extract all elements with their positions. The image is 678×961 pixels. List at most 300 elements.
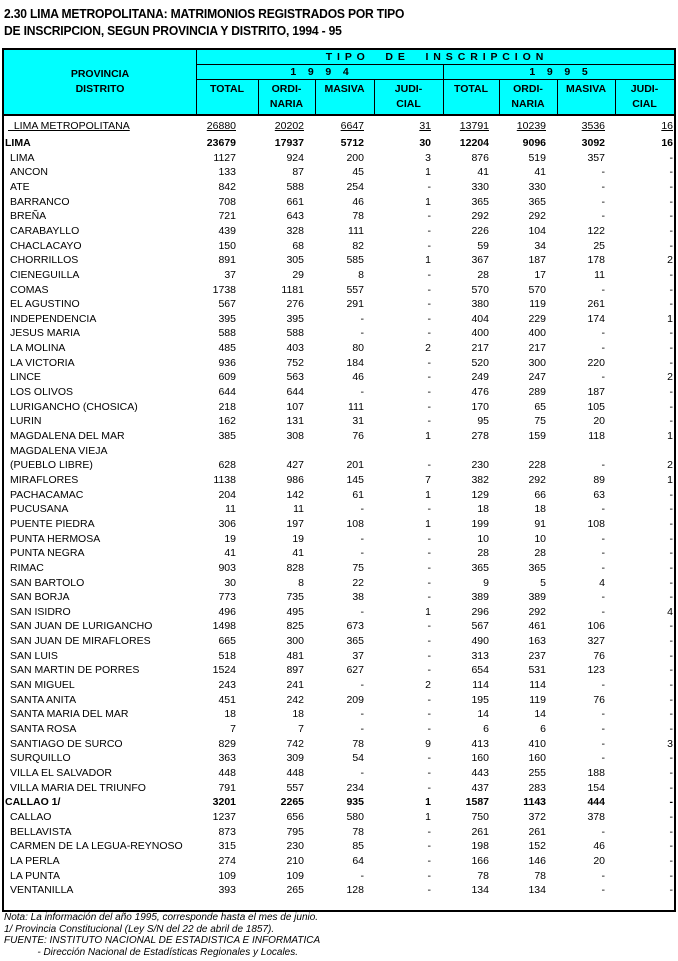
cell-value: 1	[425, 605, 431, 618]
cell-value: 78	[534, 869, 546, 882]
cell-value: 876	[471, 151, 489, 164]
district-name: VILLA EL SALVADOR	[10, 766, 112, 779]
cell-value: -	[360, 708, 364, 721]
cell-value: 367	[471, 254, 489, 267]
cell-value: 1498	[212, 620, 236, 633]
table-row	[4, 737, 674, 752]
table-row	[4, 634, 674, 649]
table-row	[4, 502, 674, 517]
cell-value: 13791	[459, 120, 489, 132]
cell-value: 129	[471, 488, 489, 501]
cell-value: 230	[286, 840, 304, 853]
cell-value: 518	[218, 649, 236, 662]
cell-value: 897	[286, 664, 304, 677]
cell-value: 76	[352, 430, 364, 442]
cell-value: 644	[286, 386, 304, 399]
cell-value: -	[427, 825, 431, 838]
column-divider	[315, 79, 316, 114]
cell-value: 119	[529, 298, 546, 311]
cell-value: 6647	[340, 120, 364, 132]
cell-value: 300	[286, 635, 304, 648]
note-2: 1/ Provincia Constitucional (Ley S/N del 22 de abril de 1857).	[4, 923, 275, 935]
cell-value: 200	[346, 151, 364, 164]
cell-value: -	[360, 869, 364, 882]
cell-value: 34	[534, 239, 546, 252]
cell-value: 163	[528, 635, 546, 648]
cell-value: 9	[483, 576, 489, 589]
table-row	[4, 400, 674, 415]
cell-value: 935	[346, 796, 364, 809]
cell-value: 154	[587, 781, 605, 794]
header-year-1994: 1 9 9 4	[290, 66, 349, 78]
cell-value: 18	[477, 503, 489, 516]
cell-value: -	[427, 781, 431, 794]
cell-value: 8	[298, 576, 304, 589]
cell-value: 4	[599, 576, 605, 589]
district-name: (PUEBLO LIBRE)	[10, 459, 93, 472]
table-row	[4, 151, 674, 166]
cell-value: 570	[528, 283, 546, 296]
cell-value: 68	[292, 239, 304, 252]
district-name: LURIN	[10, 415, 42, 428]
table-row	[4, 414, 674, 429]
cell-value: 29	[292, 268, 304, 281]
cell-value: 292	[528, 473, 546, 486]
cell-value: 563	[286, 371, 304, 384]
cell-value: 385	[218, 430, 236, 442]
cell-value: 10	[477, 532, 489, 545]
cell-value: -	[601, 210, 605, 223]
cell-value: 265	[286, 884, 304, 897]
cell-value: 159	[528, 430, 546, 442]
cell-value: -	[427, 268, 431, 281]
cell-value: 828	[286, 561, 304, 574]
cell-value: -	[669, 840, 673, 853]
cell-value: 4	[667, 605, 673, 618]
table-row	[4, 341, 674, 356]
cell-value: 490	[471, 635, 489, 648]
cell-value: -	[669, 327, 673, 340]
cell-value: 142	[286, 488, 304, 501]
district-name: PUNTA HERMOSA	[10, 532, 101, 545]
cell-value: 437	[471, 781, 489, 794]
cell-value: 644	[218, 386, 236, 399]
cell-value: 46	[593, 840, 605, 853]
cell-value: 237	[528, 649, 546, 662]
cell-value: 217	[471, 342, 489, 355]
cell-value: 261	[587, 298, 605, 311]
cell-value: 187	[587, 386, 605, 399]
column-divider	[374, 79, 375, 114]
cell-value: -	[669, 517, 673, 530]
table-row	[4, 297, 674, 312]
cell-value: 76	[593, 693, 605, 706]
cell-value: 199	[471, 517, 489, 530]
cell-value: 380	[471, 298, 489, 311]
cell-value: 166	[471, 854, 489, 867]
cell-value: 327	[587, 635, 605, 648]
cell-value: -	[427, 591, 431, 604]
district-name: PUENTE PIEDRA	[10, 517, 95, 530]
cell-value: -	[669, 664, 673, 677]
cell-value: 11	[293, 503, 304, 516]
table-row	[4, 312, 674, 327]
cell-value: -	[601, 884, 605, 897]
district-name: CALLAO	[10, 810, 52, 823]
table-row	[4, 224, 674, 239]
district-name: SAN JUAN DE MIRAFLORES	[10, 635, 151, 648]
cell-value: 78	[352, 737, 364, 750]
table-row	[4, 869, 674, 884]
district-name: LIMA	[5, 137, 31, 149]
cell-value: 23679	[206, 137, 236, 149]
cell-value: 19	[292, 532, 304, 545]
cell-value: 313	[471, 649, 489, 662]
table-row	[4, 810, 674, 825]
cell-value: 45	[352, 166, 364, 179]
column-divider	[615, 79, 616, 114]
cell-value: 104	[528, 224, 546, 237]
cell-value: 1	[667, 430, 673, 442]
cell-value: -	[360, 723, 364, 735]
cell-value: -	[669, 166, 673, 179]
cell-value: 188	[587, 766, 605, 779]
cell-value: 1587	[465, 796, 489, 809]
cell-value: 306	[218, 517, 236, 530]
table-row	[4, 693, 674, 708]
cell-value: 75	[534, 415, 546, 428]
cell-value: 41	[534, 166, 546, 179]
district-name: SAN BARTOLO	[10, 576, 85, 589]
cell-value: 119	[529, 693, 546, 706]
district-name: SANTIAGO DE SURCO	[10, 737, 123, 750]
cell-value: 217	[528, 342, 546, 355]
cell-value: 22	[352, 576, 364, 589]
cell-value: -	[669, 561, 673, 574]
cell-value: -	[360, 766, 364, 779]
cell-value: 64	[352, 854, 364, 867]
cell-value: 128	[346, 884, 364, 897]
column-header: MASIVA	[324, 83, 365, 95]
cell-value: -	[601, 459, 605, 472]
cell-value: -	[360, 327, 364, 340]
cell-value: -	[427, 854, 431, 867]
table-row	[4, 517, 674, 532]
cell-value: 91	[534, 517, 546, 530]
table-header	[4, 50, 674, 116]
cell-value: 3092	[581, 137, 605, 149]
cell-value: 557	[346, 283, 364, 296]
cell-value: -	[669, 649, 673, 662]
cell-value: -	[427, 327, 431, 340]
cell-value: 2	[667, 254, 673, 267]
cell-value: -	[427, 884, 431, 897]
cell-value: 382	[471, 473, 489, 486]
cell-value: 3201	[212, 796, 236, 809]
cell-value: 230	[471, 459, 489, 472]
cell-value: 146	[528, 854, 546, 867]
cell-value: -	[669, 400, 673, 413]
cell-value: 903	[218, 561, 236, 574]
column-divider	[258, 79, 259, 114]
cell-value: -	[427, 503, 431, 516]
cell-value: 661	[286, 195, 304, 208]
cell-value: 1	[667, 312, 673, 325]
cell-value: 19	[224, 532, 236, 545]
cell-value: 567	[218, 298, 236, 311]
cell-value: 16	[661, 137, 673, 149]
cell-value: 570	[471, 283, 489, 296]
cell-value: -	[669, 693, 673, 706]
table-row	[4, 854, 674, 869]
cell-value: 249	[471, 371, 489, 384]
cell-value: 41	[224, 547, 236, 560]
cell-value: -	[669, 766, 673, 779]
column-header: ORDI-	[513, 83, 543, 95]
table-row	[4, 751, 674, 766]
table-row	[4, 356, 674, 371]
cell-value: 829	[218, 737, 236, 750]
cell-value: 1	[425, 796, 431, 809]
cell-value: 75	[352, 561, 364, 574]
cell-value: 873	[218, 825, 236, 838]
cell-value: 365	[528, 195, 546, 208]
cell-value: 389	[528, 591, 546, 604]
cell-value: -	[427, 752, 431, 765]
cell-value: 588	[218, 327, 236, 340]
cell-value: 330	[528, 180, 546, 193]
cell-value: 114	[529, 679, 546, 692]
column-header: ORDI-	[271, 83, 302, 95]
cell-value: -	[669, 825, 673, 838]
cell-value: 17937	[274, 137, 304, 149]
table-row	[4, 561, 674, 576]
table-row	[4, 546, 674, 561]
cell-value: -	[669, 576, 673, 589]
cell-value: 400	[471, 327, 489, 340]
district-name: MAGDALENA VIEJA	[10, 444, 108, 457]
cell-value: -	[669, 151, 673, 164]
cell-value: 708	[218, 195, 236, 208]
cell-value: 363	[218, 752, 236, 765]
cell-value: 276	[286, 298, 304, 311]
total-row	[4, 119, 674, 134]
district-name: CHORRILLOS	[10, 254, 79, 267]
cell-value: 28	[477, 268, 489, 281]
table-row	[4, 239, 674, 254]
title-line-2: DE INSCRIPCION, SEGUN PROVINCIA Y DISTRITO, 1994 - 95	[4, 23, 342, 38]
column-header-line2: CIAL	[632, 98, 657, 110]
cell-value: -	[669, 210, 673, 223]
column-header: MASIVA	[565, 83, 607, 95]
cell-value: 585	[346, 254, 364, 267]
cell-value: -	[669, 869, 673, 882]
district-name: LOS OLIVOS	[10, 386, 74, 399]
cell-value: 673	[346, 620, 364, 633]
cell-value: 63	[593, 488, 605, 501]
cell-value: 292	[471, 210, 489, 223]
district-name: RIMAC	[10, 561, 44, 574]
footnotes	[4, 912, 320, 958]
cell-value: 255	[528, 766, 546, 779]
province-row	[4, 136, 674, 151]
cell-value: 773	[218, 591, 236, 604]
cell-value: 59	[477, 239, 489, 252]
district-name: EL AGUSTINO	[10, 298, 80, 311]
cell-value: 609	[218, 371, 236, 384]
cell-value: -	[360, 679, 364, 692]
cell-value: 106	[587, 620, 605, 633]
cell-value: 28	[534, 547, 546, 560]
district-name: PUCUSANA	[10, 503, 69, 516]
cell-value: 1	[425, 810, 431, 823]
district-name: ANCON	[10, 166, 48, 179]
column-header-line2: CIAL	[396, 98, 421, 110]
district-name: PUNTA NEGRA	[10, 547, 85, 560]
cell-value: -	[601, 679, 605, 692]
column-header: TOTAL	[209, 83, 245, 95]
district-name: JESUS MARIA	[10, 327, 81, 340]
cell-value: 9096	[522, 137, 546, 149]
cell-value: -	[601, 752, 605, 765]
district-name: SAN MARTIN DE PORRES	[10, 664, 140, 677]
cell-value: 750	[471, 810, 489, 823]
table-row	[4, 370, 674, 385]
cell-value: 315	[218, 840, 236, 853]
cell-value: -	[601, 503, 605, 516]
cell-value: 184	[346, 356, 364, 369]
cell-value: 25	[593, 239, 605, 252]
cell-value: 20	[593, 415, 605, 428]
table-row	[4, 649, 674, 664]
district-name: LURIGANCHO (CHOSICA)	[10, 400, 138, 413]
data-table	[2, 48, 676, 912]
cell-value: -	[427, 386, 431, 399]
cell-value: -	[360, 386, 364, 399]
cell-value: -	[601, 342, 605, 355]
cell-value: -	[427, 561, 431, 574]
cell-value: 234	[346, 781, 364, 794]
district-name: LA VICTORIA	[10, 356, 75, 369]
cell-value: 65	[534, 400, 546, 413]
cell-value: 209	[346, 693, 364, 706]
district-name: CARABAYLLO	[10, 224, 80, 237]
cell-value: 721	[218, 210, 236, 223]
district-name: VENTANILLA	[10, 884, 74, 897]
cell-value: 111	[348, 224, 364, 237]
cell-value: 357	[587, 151, 605, 164]
province-row	[4, 795, 674, 810]
cell-value: 8	[358, 268, 364, 281]
table-row	[4, 385, 674, 400]
cell-value: 261	[528, 825, 546, 838]
table-row	[4, 678, 674, 693]
cell-value: 95	[477, 415, 489, 428]
cell-value: 1524	[212, 664, 236, 677]
table-row	[4, 283, 674, 298]
cell-value: 588	[286, 327, 304, 340]
cell-value: 891	[218, 254, 236, 267]
column-header: TOTAL	[453, 83, 489, 95]
cell-value: 1	[667, 473, 673, 486]
table-row	[4, 473, 674, 488]
cell-value: -	[601, 547, 605, 560]
cell-value: -	[669, 298, 673, 311]
cell-value: 3536	[581, 120, 605, 132]
cell-value: 111	[348, 400, 364, 413]
cell-value: 87	[292, 166, 304, 179]
cell-value: -	[669, 752, 673, 765]
cell-value: 131	[286, 415, 304, 428]
cell-value: 108	[587, 517, 605, 530]
cell-value: 218	[218, 400, 236, 413]
district-name: SAN BORJA	[10, 591, 70, 604]
cell-value: -	[669, 224, 673, 237]
cell-value: -	[360, 312, 364, 325]
cell-value: 795	[286, 825, 304, 838]
cell-value: 11	[594, 268, 605, 281]
cell-value: -	[427, 547, 431, 560]
title-line-1: 2.30 LIMA METROPOLITANA: MATRIMONIOS REGISTRADOS POR TIPO	[4, 6, 405, 21]
cell-value: 26880	[206, 120, 236, 132]
cell-value: -	[669, 415, 673, 428]
cell-value: 31	[352, 415, 364, 428]
cell-value: 17	[534, 268, 546, 281]
district-name: LA PUNTA	[10, 869, 60, 882]
cell-value: 1	[425, 430, 431, 442]
cell-value: 37	[224, 268, 236, 281]
cell-value: -	[360, 503, 364, 516]
cell-value: 2	[667, 459, 673, 472]
cell-value: 443	[471, 766, 489, 779]
cell-value: 7	[230, 723, 236, 735]
cell-value: -	[427, 869, 431, 882]
cell-value: 365	[346, 635, 364, 648]
cell-value: 309	[286, 752, 304, 765]
cell-value: 82	[352, 239, 364, 252]
cell-value: -	[601, 327, 605, 340]
cell-value: 365	[471, 195, 489, 208]
cell-value: 3	[667, 737, 673, 750]
cell-value: 393	[218, 884, 236, 897]
cell-value: 735	[286, 591, 304, 604]
cell-value: 519	[528, 151, 546, 164]
district-name: CHACLACAYO	[10, 239, 82, 252]
cell-value: 108	[346, 517, 364, 530]
district-name: INDEPENDENCIA	[10, 312, 97, 325]
cell-value: 46	[352, 371, 364, 384]
cell-value: 109	[218, 869, 236, 882]
cell-value: 742	[286, 737, 304, 750]
cell-value: 201	[346, 459, 364, 472]
note-4: - Dirección Nacional de Estadísticas Regionales y Locales.	[4, 946, 299, 958]
cell-value: 292	[528, 605, 546, 618]
column-divider	[499, 79, 500, 114]
cell-value: 842	[218, 180, 236, 193]
table-row	[4, 576, 674, 591]
cell-value: -	[601, 737, 605, 750]
cell-value: -	[669, 180, 673, 193]
cell-value: 220	[587, 356, 605, 369]
cell-value: 567	[471, 620, 489, 633]
cell-value: 229	[528, 312, 546, 325]
cell-value: -	[427, 693, 431, 706]
cell-value: 752	[286, 356, 304, 369]
cell-value: 14	[477, 708, 489, 721]
cell-value: 30	[419, 137, 431, 149]
note-1: Nota: La información del año 1995, corresponde hasta el mes de junio.	[4, 912, 319, 923]
cell-value: 254	[346, 180, 364, 193]
